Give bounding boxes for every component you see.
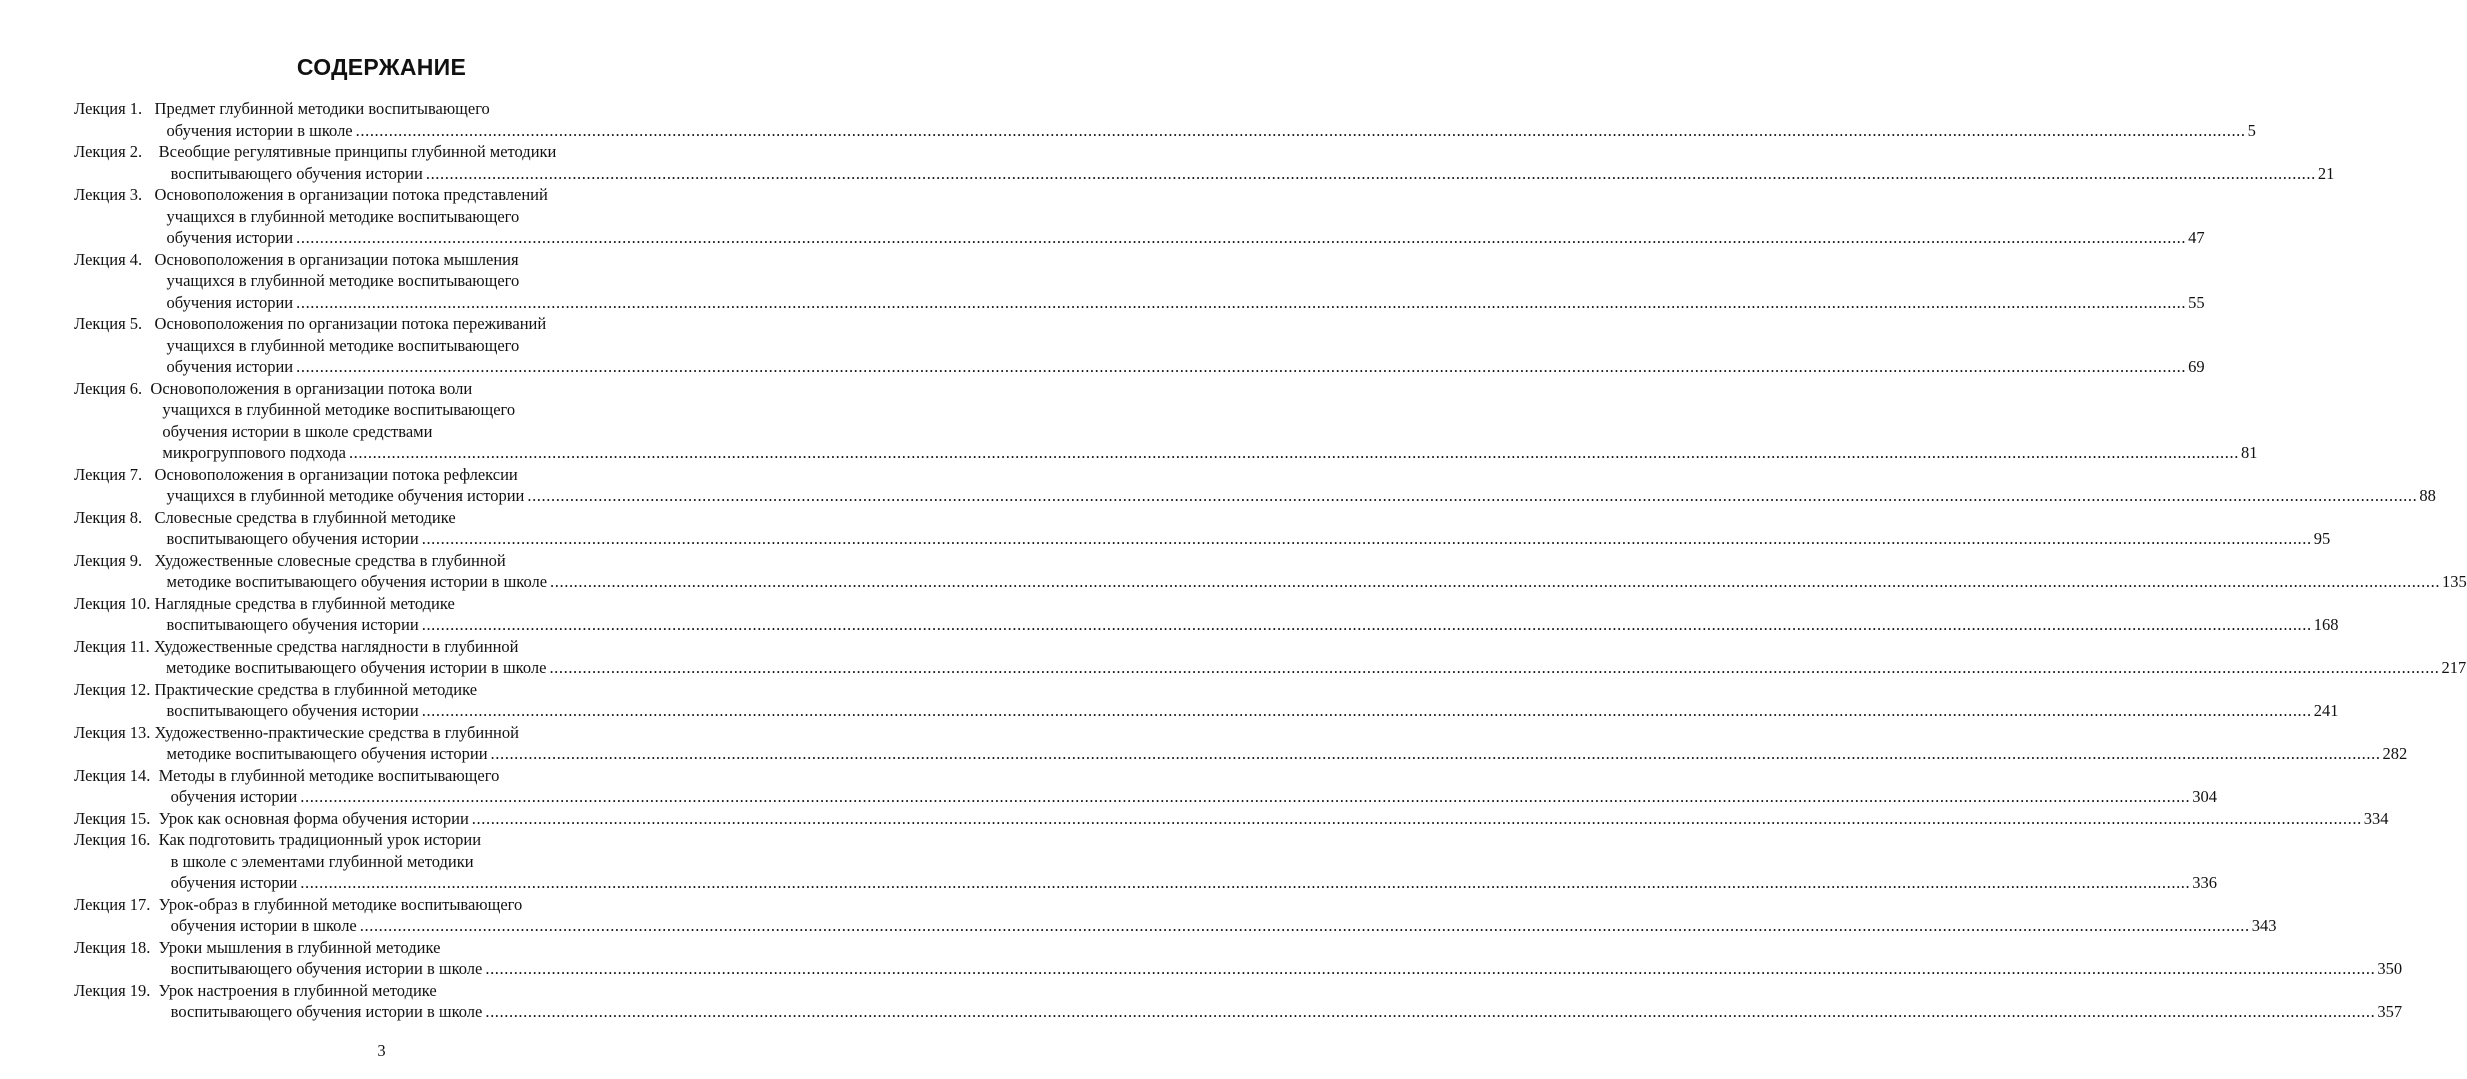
lecture-title-line: обучения истории <box>166 357 294 376</box>
lecture-number: Лекция 10. <box>74 593 155 613</box>
lecture-title-line: воспитывающего обучения истории в школе <box>170 959 483 978</box>
lecture-title-line: воспитывающего обучения истории <box>166 701 419 720</box>
lecture-number: Лекция 9. <box>74 550 155 570</box>
lecture-title-line: обучения истории <box>166 228 294 247</box>
page-ref: 304 <box>2192 787 2217 806</box>
lecture-number: Лекция 15. <box>74 808 159 828</box>
page-ref: 5 <box>2247 120 2256 140</box>
lecture-title-line: Практические средства в глубинной методике <box>154 679 478 699</box>
dot-leader: ................................................................................................................................................................................................................................................................................................................................................................................................................ <box>300 873 2191 892</box>
lecture-title-line: учащихся в глубинной методике воспитывающего <box>166 335 520 355</box>
toc-entry <box>74 980 2403 1023</box>
toc-entry <box>74 141 2335 184</box>
lecture-title-line: учащихся в глубинной методике воспитывающего <box>166 271 520 290</box>
toc-entry <box>74 765 2217 808</box>
dot-leader: ................................................................................................................................................................................................................................................................................................................................................................................................................ <box>348 443 2239 462</box>
lecture-title-line: обучения истории в школе <box>170 916 357 935</box>
lecture-title-line: обучения истории <box>170 787 298 806</box>
lecture-title-line: Урок-образ в глубинной методике воспитывающего <box>158 894 523 914</box>
lecture-title-line: Основоположения по организации потока переживаний <box>154 314 547 333</box>
lecture-number: Лекция 1. <box>74 99 155 118</box>
toc-entry <box>74 98 2256 141</box>
lecture-number: Лекция 2. <box>74 142 159 161</box>
lecture-number: Лекция 11. <box>74 636 154 656</box>
lecture-title-line: Урок настроения в глубинной методике <box>158 980 437 1000</box>
dot-leader: ................................................................................................................................................................................................................................................................................................................................................................................................................ <box>549 658 2440 677</box>
lecture-title-line: воспитывающего обучения истории в школе <box>170 1002 483 1021</box>
lecture-title-line: Предмет глубинной методики воспитывающего <box>154 99 490 118</box>
lecture-title-line: Методы в глубинной методике воспитывающего <box>158 765 500 785</box>
lecture-title-line: обучения истории <box>170 873 298 892</box>
toc-entry <box>74 722 2408 765</box>
dot-leader: ................................................................................................................................................................................................................................................................................................................................................................................................................ <box>421 529 2312 548</box>
dot-leader: ................................................................................................................................................................................................................................................................................................................................................................................................................ <box>296 228 2187 247</box>
lecture-number: Лекция 17. <box>74 894 159 914</box>
lecture-title-line: учащихся в глубинной методике воспитывающего <box>162 400 516 419</box>
lecture-title-line: воспитывающего обучения истории <box>166 615 419 634</box>
lecture-title-line: микрогруппового подхода <box>162 443 346 462</box>
page-ref: 168 <box>2313 615 2339 634</box>
lecture-number: Лекция 19. <box>74 980 159 1000</box>
toc-entry <box>74 679 2339 722</box>
page-ref: 21 <box>2317 163 2335 183</box>
toc-entry <box>74 829 2217 894</box>
page-number: 3 <box>377 1041 386 1060</box>
page-ref: 55 <box>2188 292 2205 312</box>
toc-entry <box>74 593 2339 636</box>
page-ref: 217 <box>2441 658 2467 677</box>
lecture-title-line: Как подготовить традиционный урок истории <box>158 830 482 849</box>
page-title: СОДЕРЖАНИЕ <box>296 54 467 80</box>
page-ref: 69 <box>2188 357 2205 376</box>
lecture-title-line: Всеобщие регулятивные принципы глубинной методики <box>158 142 557 161</box>
toc-entry <box>74 507 2331 550</box>
lecture-title-line: Словесные средства в глубинной методике <box>154 507 456 527</box>
page-ref: 88 <box>2419 486 2436 505</box>
lecture-title-line: учащихся в глубинной методике обучения истории <box>166 486 525 505</box>
lecture-number: Лекция 18. <box>74 937 159 957</box>
lecture-title-line: обучения истории в школе средствами <box>162 421 433 441</box>
dot-leader: ................................................................................................................................................................................................................................................................................................................................................................................................................ <box>296 357 2187 376</box>
lecture-title-line: обучения истории в школе <box>166 120 353 140</box>
lecture-number: Лекция 6. <box>74 378 151 398</box>
lecture-number: Лекция 12. <box>74 679 155 699</box>
lecture-title-line: Основоположения в организации потока мышления <box>154 249 519 269</box>
lecture-number: Лекция 16. <box>74 830 159 849</box>
page-ref: 282 <box>2382 744 2408 763</box>
toc-entry <box>74 550 2467 593</box>
lecture-title-line: Урок как основная форма обучения истории <box>158 808 469 828</box>
lecture-title-line: Наглядные средства в глубинной методике <box>154 593 455 613</box>
page-ref: 241 <box>2313 701 2339 720</box>
dot-leader: ................................................................................................................................................................................................................................................................................................................................................................................................................ <box>485 1002 2376 1021</box>
lecture-number: Лекция 3. <box>74 185 155 204</box>
page-ref: 95 <box>2313 529 2331 548</box>
toc-entry <box>74 937 2403 980</box>
dot-leader: ................................................................................................................................................................................................................................................................................................................................................................................................................ <box>296 292 2187 312</box>
dot-leader: ................................................................................................................................................................................................................................................................................................................................................................................................................ <box>359 916 2250 935</box>
dot-leader: ................................................................................................................................................................................................................................................................................................................................................................................................................ <box>527 486 2418 505</box>
page-ref: 334 <box>2363 808 2389 828</box>
toc-entry <box>74 808 2389 830</box>
dot-leader: ................................................................................................................................................................................................................................................................................................................................................................................................................ <box>355 120 2246 140</box>
lecture-number: Лекция 8. <box>74 507 155 527</box>
page-ref: 343 <box>2251 916 2277 935</box>
lecture-title-line: Основоположения в организации потока рефлексии <box>154 464 518 484</box>
lecture-title-line: Основоположения в организации потока воли <box>150 378 473 398</box>
dot-leader: ................................................................................................................................................................................................................................................................................................................................................................................................................ <box>421 615 2312 634</box>
page-ref: 81 <box>2240 443 2258 462</box>
lecture-title-line: воспитывающего обучения истории <box>170 163 423 183</box>
page-ref: 336 <box>2192 873 2217 892</box>
lecture-number: Лекция 14. <box>74 765 159 785</box>
lecture-title-line: методике воспитывающего обучения истории в школе <box>166 572 548 591</box>
toc-entry <box>74 249 2205 314</box>
toc-entry <box>74 636 2467 679</box>
page-ref: 47 <box>2188 228 2205 247</box>
dot-leader: ................................................................................................................................................................................................................................................................................................................................................................................................................ <box>485 959 2376 978</box>
toc-entry <box>74 184 2205 249</box>
lecture-title-line: воспитывающего обучения истории <box>166 529 419 548</box>
dot-leader: ................................................................................................................................................................................................................................................................................................................................................................................................................ <box>471 808 2362 828</box>
dot-leader: ................................................................................................................................................................................................................................................................................................................................................................................................................ <box>300 787 2191 806</box>
lecture-title-line: учащихся в глубинной методике воспитывающего <box>166 206 520 226</box>
lecture-title-line: в школе с элементами глубинной методики <box>170 851 474 871</box>
dot-leader: ................................................................................................................................................................................................................................................................................................................................................................................................................ <box>550 572 2441 591</box>
page-ref: 357 <box>2377 1002 2403 1021</box>
lecture-number: Лекция 5. <box>74 314 155 333</box>
lecture-title-line: методике воспитывающего обучения истории <box>166 744 488 763</box>
toc-entry <box>74 464 2436 507</box>
lecture-title-line: методике воспитывающего обучения истории в школе <box>165 658 547 677</box>
page-ref: 135 <box>2442 572 2467 591</box>
lecture-number: Лекция 7. <box>74 464 155 484</box>
toc-entry <box>74 894 2277 937</box>
toc-entry <box>74 313 2205 378</box>
page-ref: 350 <box>2377 959 2403 978</box>
lecture-title-line: обучения истории <box>166 292 294 312</box>
lecture-title-line: Художественные средства наглядности в глубинной <box>153 636 519 656</box>
lecture-number: Лекция 13. <box>74 722 155 742</box>
dot-leader: ................................................................................................................................................................................................................................................................................................................................................................................................................ <box>421 701 2312 720</box>
lecture-title-line: Художественно-практические средства в глубинной <box>154 722 519 742</box>
lecture-title-line: Основоположения в организации потока представлений <box>154 185 548 204</box>
lecture-title-line: Художественные словесные средства в глубинной <box>154 550 506 570</box>
table-of-contents <box>74 98 2467 1023</box>
toc-entry <box>74 378 2258 464</box>
lecture-title-line: Уроки мышления в глубинной методике <box>158 937 441 957</box>
dot-leader: ................................................................................................................................................................................................................................................................................................................................................................................................................ <box>490 744 2381 763</box>
dot-leader: ................................................................................................................................................................................................................................................................................................................................................................................................................ <box>425 163 2316 183</box>
lecture-number: Лекция 4. <box>74 249 155 269</box>
